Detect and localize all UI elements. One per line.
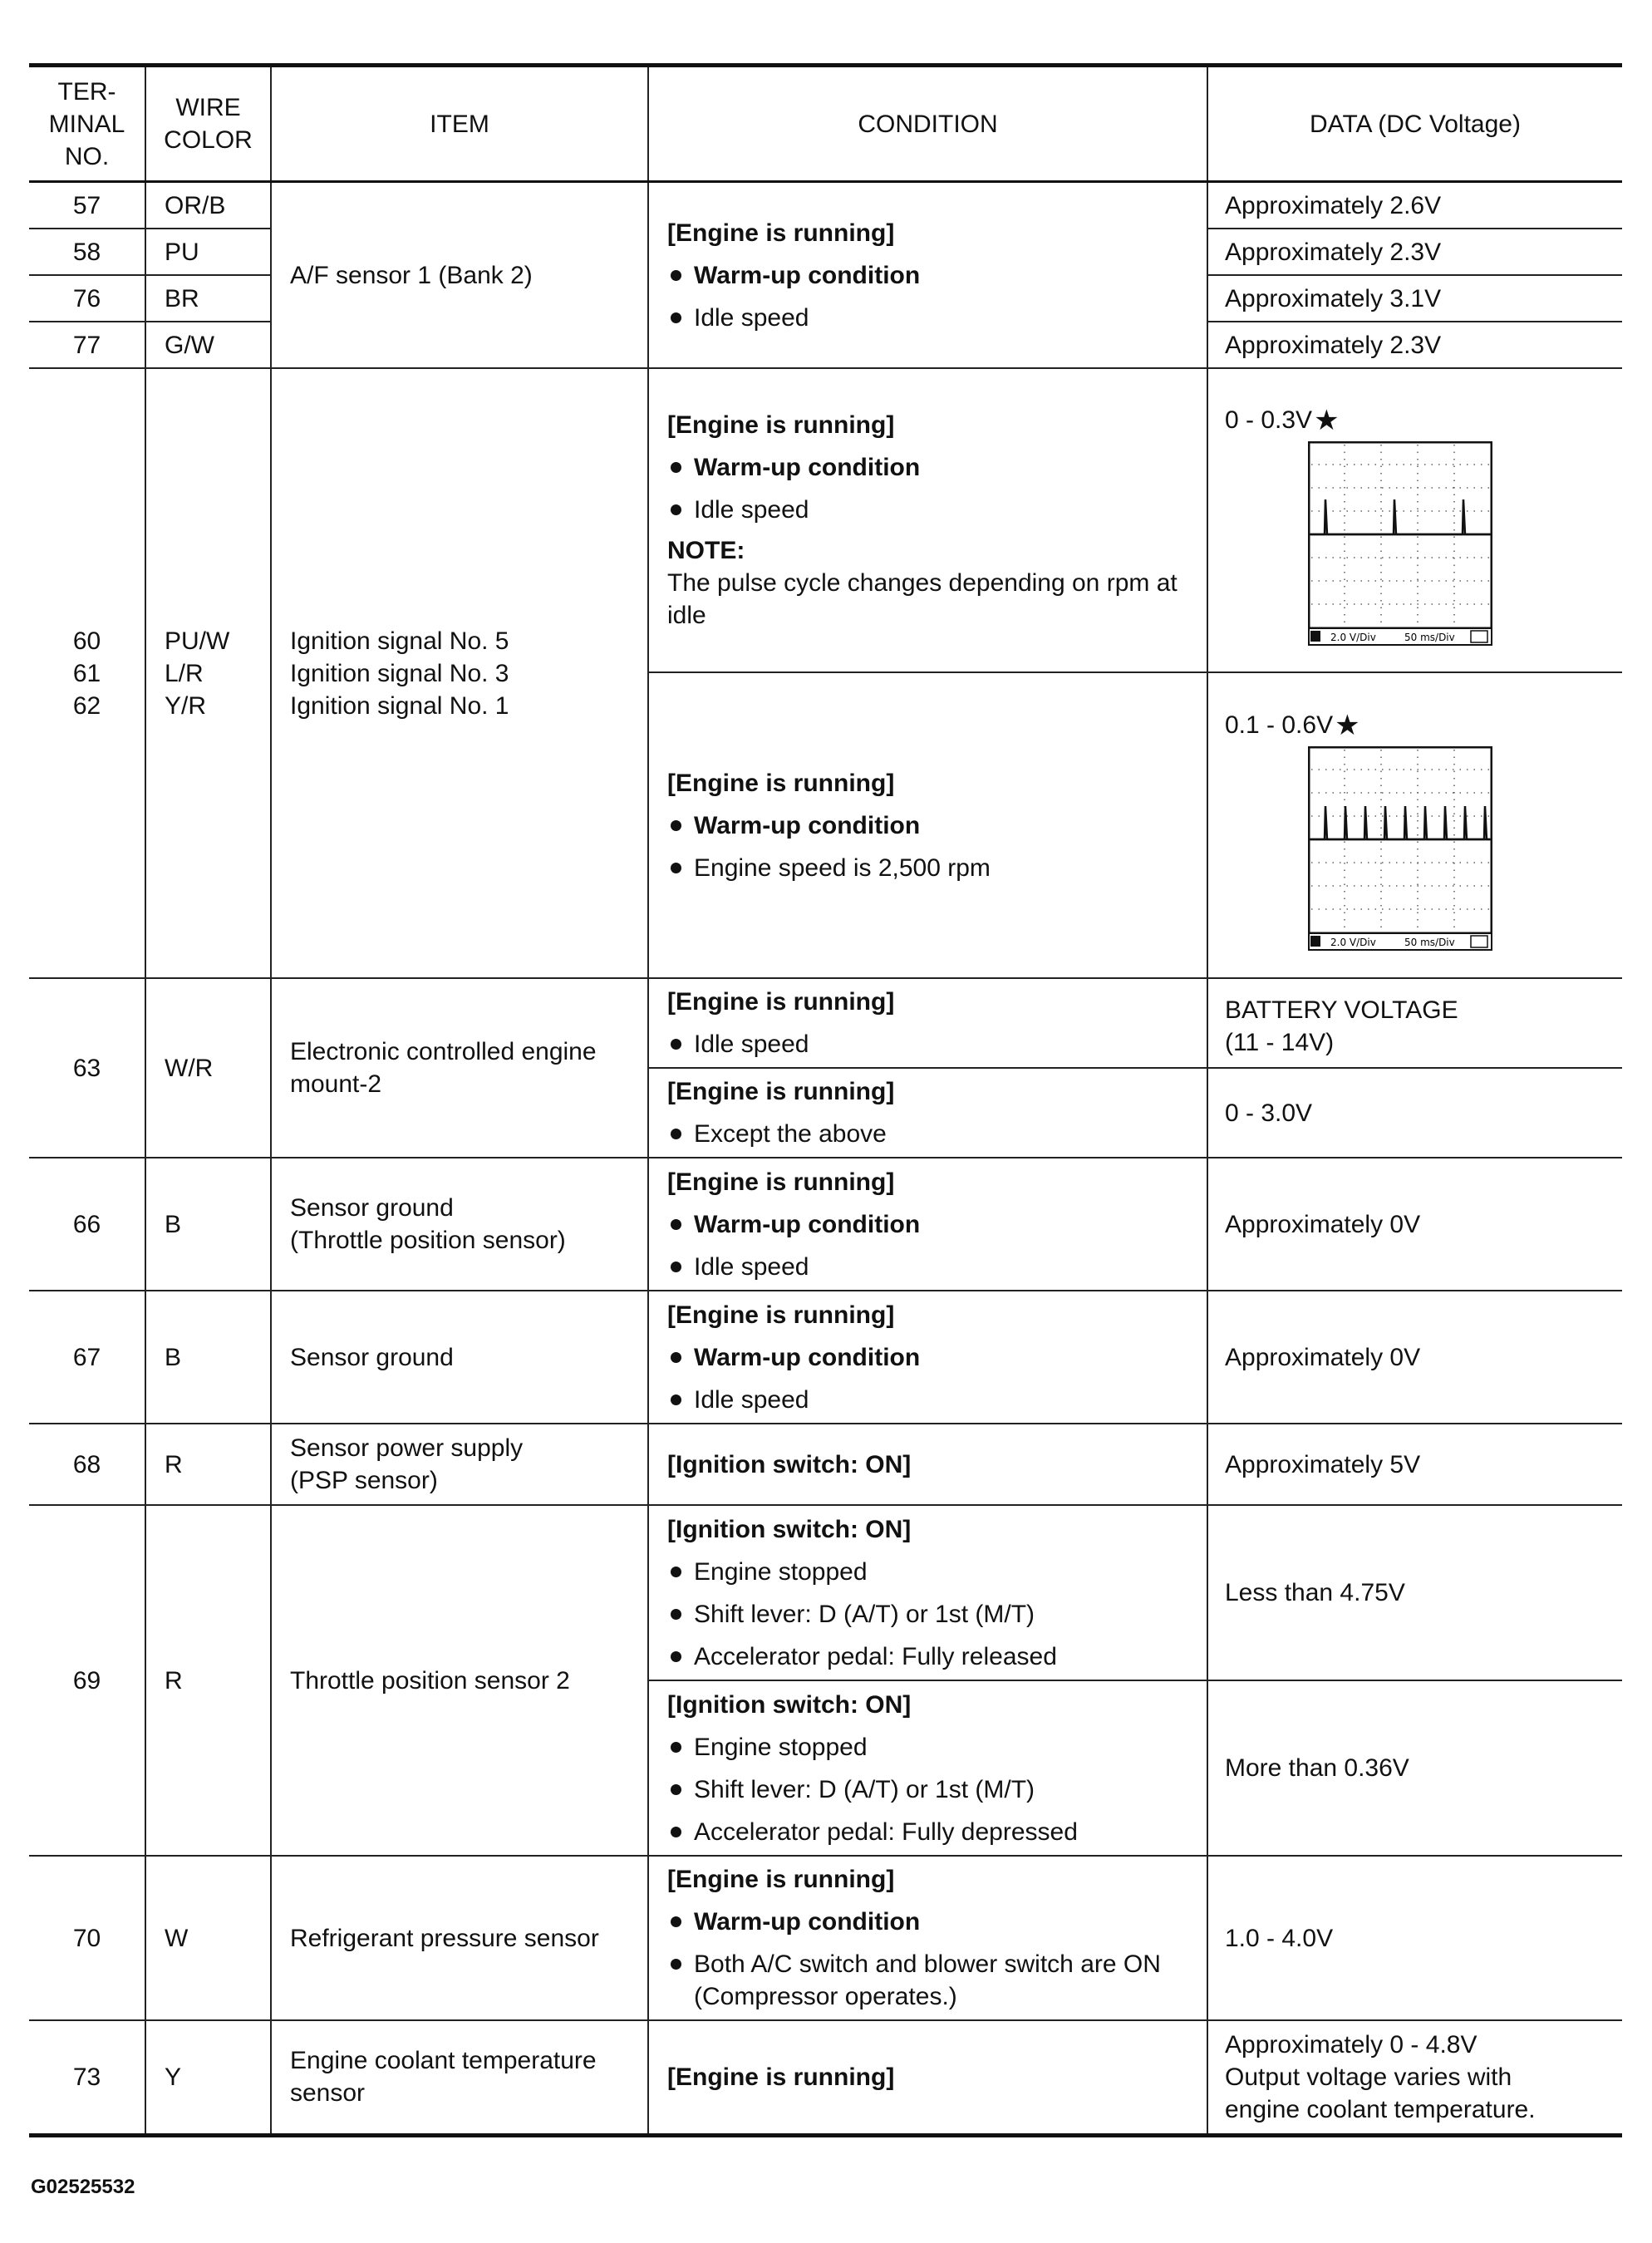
wire-color-cell: B — [145, 1158, 271, 1291]
wire-color-cell: Y — [145, 2020, 271, 2135]
table-row — [29, 368, 1622, 672]
terminal-cell: 76 — [29, 275, 145, 322]
wire-color-cell: W — [145, 1856, 271, 2020]
terminal-data-document — [29, 63, 1622, 2137]
wire-color-cell: R — [145, 1505, 271, 1856]
terminal-cell: 69 — [29, 1505, 145, 1856]
item-cell: Ignition signal No. 5 Ignition signal No. 3 Ignition signal No. 1 — [271, 368, 648, 978]
terminal-cell: 77 — [29, 322, 145, 368]
header-item: ITEM — [271, 66, 648, 182]
wire-color-cell: PU — [145, 229, 271, 275]
table-row — [29, 1424, 1622, 1505]
voltage-range: 0 - 0.3V — [1225, 406, 1313, 434]
oscilloscope-waveform-idle — [1308, 441, 1492, 646]
terminal-cell: 58 — [29, 229, 145, 275]
condition-bullet: Except the above — [667, 1118, 1195, 1150]
data-cell: Approximately 2.6V — [1207, 182, 1622, 229]
header-data: DATA (DC Voltage) — [1207, 66, 1622, 182]
table-row — [29, 1505, 1622, 1680]
figure-code: G02525532 — [31, 2176, 135, 2198]
condition-cell — [648, 1856, 1207, 2020]
header-terminal-no: TER- MINAL NO. — [29, 66, 145, 182]
condition-heading: [Ignition switch: ON] — [667, 1515, 912, 1543]
wire-color-cell: B — [145, 1291, 271, 1424]
condition-bullet: Both A/C switch and blower switch are ON (Compressor operates.) — [667, 1948, 1195, 2013]
note-text: The pulse cycle changes depending on rpm at idle — [667, 569, 1178, 629]
table-row — [29, 978, 1622, 1068]
condition-heading: [Engine is running] — [667, 1168, 895, 1196]
star-icon: ★ — [1335, 709, 1360, 741]
terminal-cell: 73 — [29, 2020, 145, 2135]
condition-cell — [648, 1505, 1207, 1680]
data-cell: Approximately 0V — [1207, 1158, 1622, 1291]
condition-bullet: Warm-up condition — [667, 809, 1195, 842]
voltage-range: 0.1 - 0.6V — [1225, 711, 1334, 739]
condition-heading: [Engine is running] — [667, 1078, 895, 1105]
item-cell: Electronic controlled engine mount-2 — [271, 978, 648, 1158]
data-cell — [1207, 368, 1622, 672]
scope-time-scale: 50 ms/Div — [1404, 632, 1455, 643]
condition-heading: [Engine is running] — [667, 769, 895, 797]
condition-cell — [648, 672, 1207, 978]
condition-cell — [648, 1291, 1207, 1424]
condition-cell — [648, 1158, 1207, 1291]
wire-color-cell: PU/W L/R Y/R — [145, 368, 271, 978]
condition-bullet: Idle speed — [667, 1384, 1195, 1416]
terminal-cell: 68 — [29, 1424, 145, 1505]
data-cell: Less than 4.75V — [1207, 1505, 1622, 1680]
item-cell: Sensor power supply (PSP sensor) — [271, 1424, 648, 1505]
data-cell: Approximately 3.1V — [1207, 275, 1622, 322]
condition-bullet: Engine stopped — [667, 1556, 1195, 1588]
item-cell: Refrigerant pressure sensor — [271, 1856, 648, 2020]
condition-cell — [648, 1424, 1207, 1505]
condition-heading: [Engine is running] — [667, 411, 895, 439]
data-cell: 0 - 3.0V — [1207, 1068, 1622, 1158]
condition-bullet: Accelerator pedal: Fully released — [667, 1640, 1195, 1673]
terminal-cell: 60 61 62 — [29, 368, 145, 978]
condition-bullet: Warm-up condition — [667, 1341, 1195, 1374]
condition-heading: [Ignition switch: ON] — [667, 1690, 912, 1719]
item-cell: Throttle position sensor 2 — [271, 1505, 648, 1856]
wire-color-cell: W/R — [145, 978, 271, 1158]
wire-color-cell: BR — [145, 275, 271, 322]
condition-bullet: Warm-up condition — [667, 259, 1195, 292]
note-heading: NOTE: — [667, 537, 745, 564]
terminal-cell: 67 — [29, 1291, 145, 1424]
item-cell: Sensor ground (Throttle position sensor) — [271, 1158, 648, 1291]
condition-cell — [648, 182, 1207, 369]
condition-cell — [648, 978, 1207, 1068]
data-cell: Approximately 2.3V — [1207, 322, 1622, 368]
wire-color-cell: R — [145, 1424, 271, 1505]
header-wire-color: WIRE COLOR — [145, 66, 271, 182]
ecm-terminal-table — [29, 63, 1622, 2137]
oscilloscope-waveform-2500rpm — [1308, 746, 1492, 951]
data-cell: Approximately 2.3V — [1207, 229, 1622, 275]
condition-cell — [648, 1680, 1207, 1856]
condition-bullet: Warm-up condition — [667, 1208, 1195, 1241]
data-cell: More than 0.36V — [1207, 1680, 1622, 1856]
data-cell: BATTERY VOLTAGE (11 - 14V) — [1207, 978, 1622, 1068]
terminal-cell: 70 — [29, 1856, 145, 2020]
condition-heading: [Engine is running] — [667, 1866, 895, 1893]
scope-time-scale: 50 ms/Div — [1404, 937, 1455, 948]
data-cell: Approximately 5V — [1207, 1424, 1622, 1505]
condition-cell — [648, 2020, 1207, 2135]
terminal-cell: 63 — [29, 978, 145, 1158]
condition-bullet: Idle speed — [667, 302, 1195, 334]
data-cell: Approximately 0V — [1207, 1291, 1622, 1424]
condition-heading: [Engine is running] — [667, 219, 895, 247]
condition-bullet: Engine stopped — [667, 1731, 1195, 1763]
condition-heading: [Ignition switch: ON] — [667, 1450, 912, 1478]
condition-bullet: Warm-up condition — [667, 451, 1195, 484]
condition-bullet: Accelerator pedal: Fully depressed — [667, 1816, 1195, 1848]
condition-heading: [Engine is running] — [667, 1301, 895, 1329]
terminal-cell: 57 — [29, 182, 145, 229]
condition-bullet: Warm-up condition — [667, 1906, 1195, 1938]
data-cell: 1.0 - 4.0V — [1207, 1856, 1622, 2020]
item-cell: Engine coolant temperature sensor — [271, 2020, 648, 2135]
scope-volt-scale: 2.0 V/Div — [1330, 632, 1376, 643]
condition-bullet: Shift lever: D (A/T) or 1st (M/T) — [667, 1598, 1195, 1631]
table-row — [29, 2020, 1622, 2135]
condition-cell — [648, 1068, 1207, 1158]
star-icon: ★ — [1314, 404, 1340, 436]
table-row — [29, 182, 1622, 229]
table-row — [29, 1856, 1622, 2020]
wire-color-cell: OR/B — [145, 182, 271, 229]
condition-heading: [Engine is running] — [667, 988, 895, 1016]
terminal-cell: 66 — [29, 1158, 145, 1291]
data-cell — [1207, 672, 1622, 978]
header-condition: CONDITION — [648, 66, 1207, 182]
item-cell: Sensor ground — [271, 1291, 648, 1424]
data-cell: Approximately 0 - 4.8V Output voltage varies with engine coolant temperature. — [1207, 2020, 1622, 2135]
item-cell: A/F sensor 1 (Bank 2) — [271, 182, 648, 369]
condition-bullet: Shift lever: D (A/T) or 1st (M/T) — [667, 1773, 1195, 1806]
condition-heading: [Engine is running] — [667, 2063, 895, 2091]
condition-cell — [648, 368, 1207, 672]
condition-bullet: Idle speed — [667, 494, 1195, 526]
table-row — [29, 1158, 1622, 1291]
table-header-row — [29, 66, 1622, 182]
scope-volt-scale: 2.0 V/Div — [1330, 937, 1376, 948]
condition-bullet: Idle speed — [667, 1028, 1195, 1060]
wire-color-cell: G/W — [145, 322, 271, 368]
condition-bullet: Engine speed is 2,500 rpm — [667, 852, 1195, 884]
table-row — [29, 1291, 1622, 1424]
condition-bullet: Idle speed — [667, 1251, 1195, 1283]
